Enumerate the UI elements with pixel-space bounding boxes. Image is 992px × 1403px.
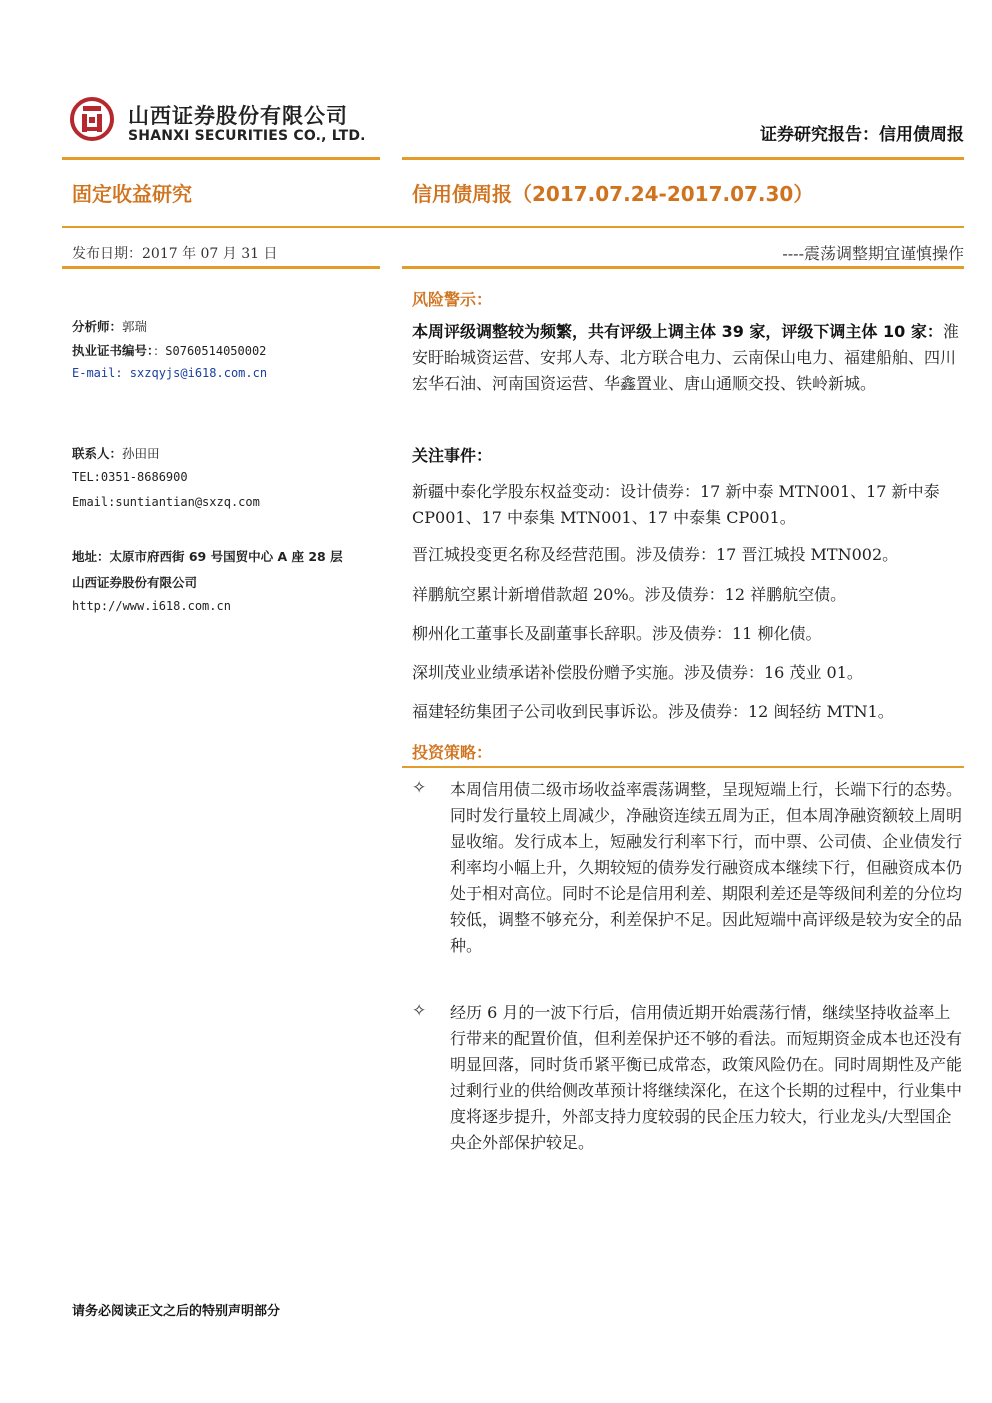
disclaimer-notice: 请务必阅读正文之后的特别声明部分 bbox=[72, 1304, 281, 1319]
strategy-text: 本周信用债二级市场收益率震荡调整，呈现短端上行，长端下行的态势。同时发行量较上周减少，净融资连续五周为正，但本周净融资额较上周明显收缩。发行成本上，短融发行利率下行，而中票、公司债、企业债发行利率均小幅上升，久期较短的债券发行融资成本继续下行，但融资成本仍处于相对高位。同时不论是信用利差、期限利差还是等级间利差的分位均较低，调整不够充分，利差保护不足。因此短端中高评级是较为安全的品种。 bbox=[450, 780, 963, 955]
strategy-text: 经历 6 月的一波下行后，信用债近期开始震荡行情，继续坚持收益率上行带来的配置价值，但利差保护还不够的看法。而短期资金成本也还没有明显回落，同时货币紧平衡已成常态，政策风险仍在。同时周期性及产能过剩行业的供给侧改革预计将继续深化，在这个长期的过程中，行业集中度将逐步提升，外部支持力度较弱的民企压力较大，行业龙头/大型国企央企外部保护较足。 bbox=[450, 1003, 963, 1152]
company-name-cn: 山西证券股份有限公司 bbox=[128, 104, 348, 128]
four-point-star-icon: ✧ bbox=[412, 778, 427, 798]
cert-number: ：S0760514050002 bbox=[153, 344, 267, 358]
contact-line bbox=[72, 444, 160, 462]
contact-label: 联系人： bbox=[72, 446, 123, 461]
company-logo-icon bbox=[70, 97, 114, 141]
publish-date: 发布日期：2017 年 07 月 31 日 bbox=[72, 246, 278, 262]
strategy-rule bbox=[402, 766, 964, 768]
event-item: 深圳茂业业绩承诺补偿股份赠予实施。涉及债券：16 茂业 01。 bbox=[412, 663, 863, 682]
risk-entities: 淮安盱眙城资运营、安邦人寿、北方联合电力、云南保山电力、福建船舶、四川宏华石油、河南国资运营、华鑫置业、唐山通顺交投、铁岭新城。 bbox=[412, 322, 959, 393]
contact-email-link[interactable]: Email:suntiantian@sxzq.com bbox=[72, 495, 260, 509]
analyst-email-link[interactable]: E-mail: sxzqyjs@i618.com.cn bbox=[72, 366, 268, 380]
report-subtitle: ----震荡调整期宜谨慎操作 bbox=[782, 244, 964, 263]
header-rule-right bbox=[402, 157, 964, 160]
title-rule bbox=[62, 226, 964, 228]
address: 地址：太原市府西街 69 号国贸中心 A 座 28 层 bbox=[72, 549, 343, 564]
analyst-line bbox=[72, 317, 147, 335]
event-item: 福建轻纺集团子公司收到民事诉讼。涉及债券：12 闽轻纺 MTN1。 bbox=[412, 702, 894, 721]
cert-label: 执业证书编号： bbox=[72, 343, 154, 358]
event-item: 晋江城投变更名称及经营范围。涉及债券：17 晋江城投 MTN002。 bbox=[412, 545, 899, 564]
company-name-en: SHANXI SECURITIES CO., LTD. bbox=[128, 128, 366, 144]
contact-name: 孙田田 bbox=[122, 446, 160, 461]
event-item: 柳州化工董事长及副董事长辞职。涉及债券：11 柳化债。 bbox=[412, 624, 822, 643]
strategy-heading: 投资策略： bbox=[412, 743, 493, 762]
event-item: 新疆中泰化学股东权益变动：设计债券：17 新中泰 MTN001、17 新中泰 CP001、17 中泰集 MTN001、17 中泰集 CP001。 bbox=[412, 482, 940, 527]
website-link[interactable]: http://www.i618.com.cn bbox=[72, 599, 231, 613]
analyst-name: 郭瑞 bbox=[122, 319, 148, 334]
section-title: 固定收益研究 bbox=[72, 182, 192, 206]
company-name: 山西证券股份有限公司 bbox=[72, 575, 198, 590]
event-item: 祥鹏航空累计新增借款超 20%。涉及债券：12 祥鹏航空债。 bbox=[412, 585, 847, 604]
risk-heading: 风险警示： bbox=[412, 290, 493, 309]
content-rule bbox=[402, 266, 964, 269]
header-rule-left bbox=[62, 157, 380, 160]
risk-body bbox=[412, 319, 964, 397]
cert-line bbox=[72, 341, 266, 359]
sidebar-rule bbox=[62, 266, 380, 269]
contact-tel: TEL:0351-8686900 bbox=[72, 470, 188, 484]
report-type: 证券研究报告：信用债周报 bbox=[760, 125, 964, 145]
analyst-label: 分析师： bbox=[72, 319, 123, 334]
risk-bold-text: 本周评级调整较为频繁，共有评级上调主体 39 家，评级下调主体 10 家： bbox=[412, 322, 943, 341]
page-title: 信用债周报（2017.07.24-2017.07.30） bbox=[412, 182, 814, 206]
four-point-star-icon: ✧ bbox=[412, 1001, 427, 1021]
events-heading: 关注事件： bbox=[412, 446, 493, 465]
